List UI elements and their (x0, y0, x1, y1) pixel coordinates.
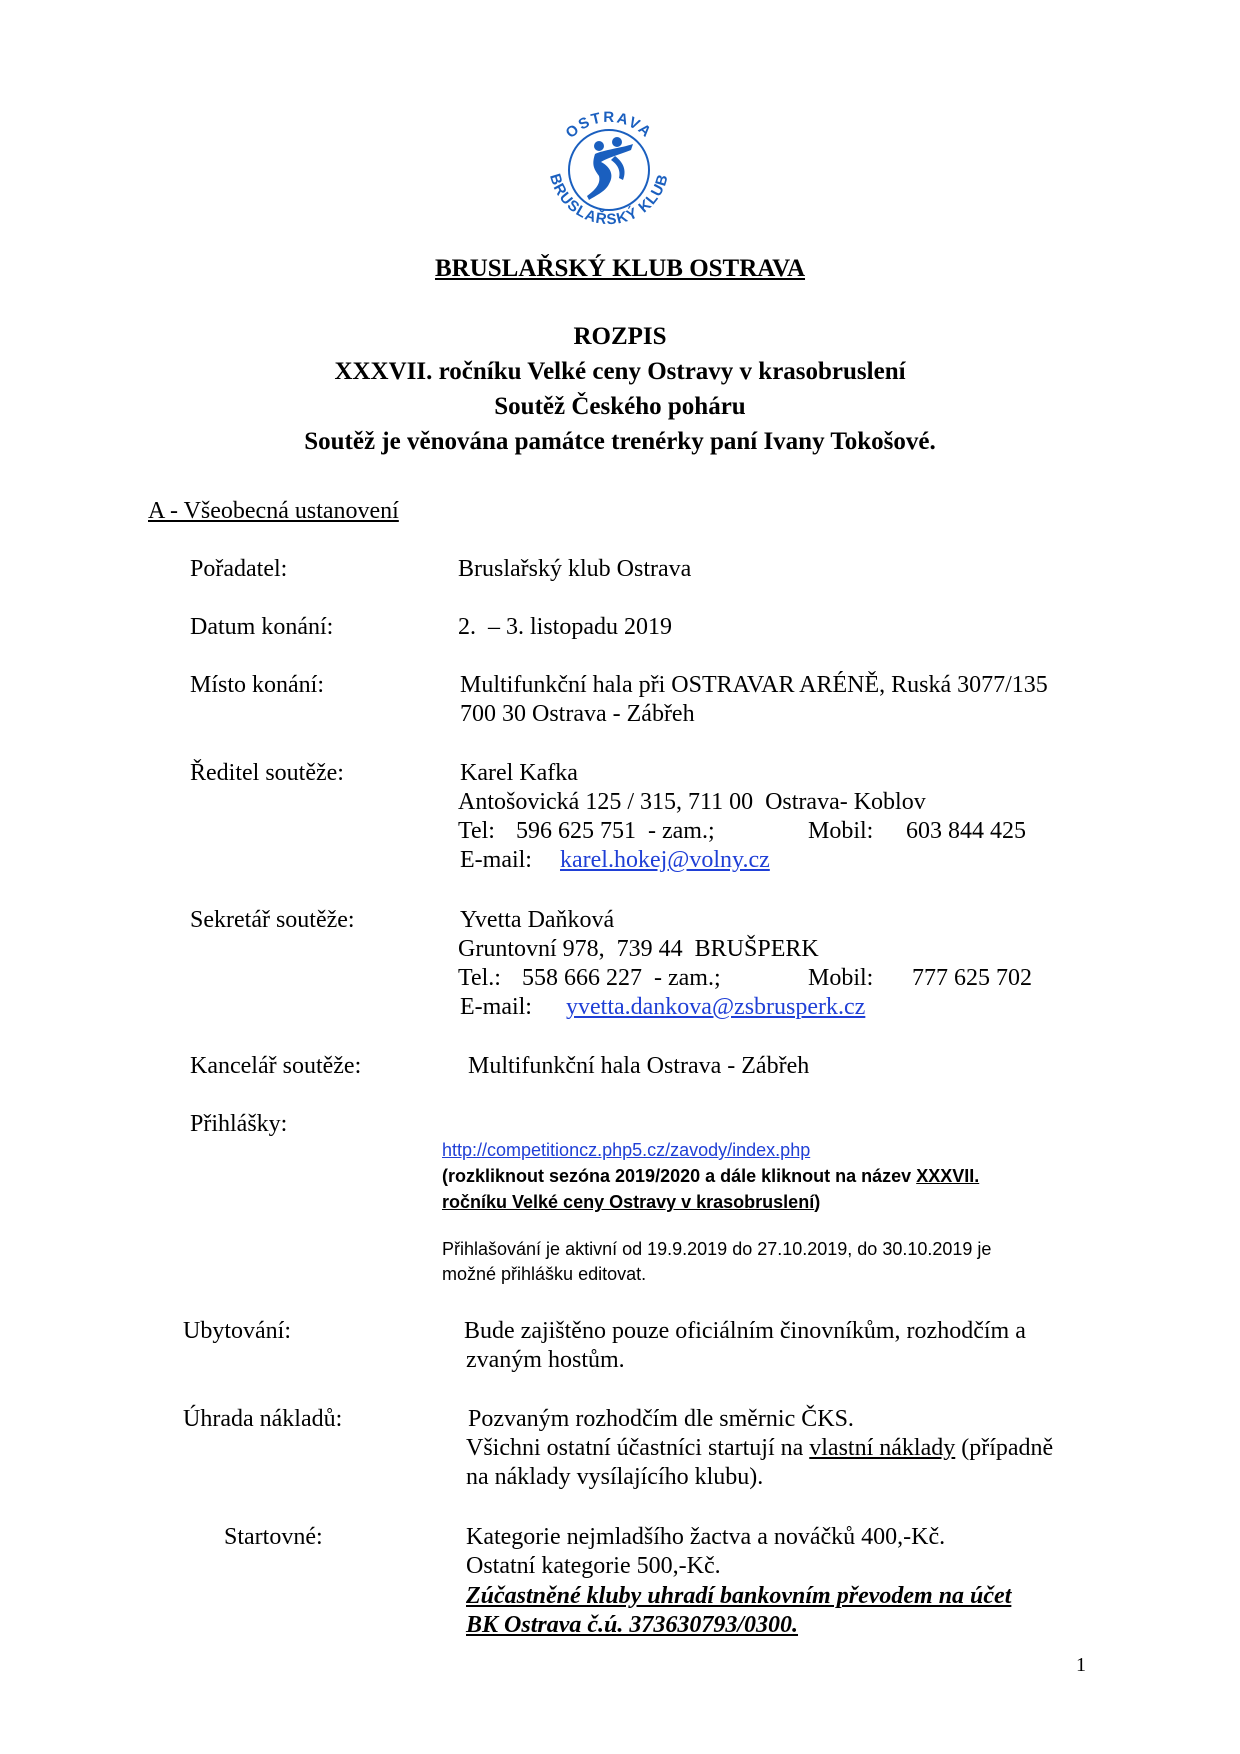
costs-line-1: Pozvaným rozhodčím dle směrnic ČKS. (468, 1406, 854, 1432)
director-address: Antošovická 125 / 315, 711 00 Ostrava- Koblov (458, 789, 926, 815)
logo-top-text: OSTRAVA (562, 108, 656, 142)
secretary-tel: 558 666 227 - zam.; (522, 965, 721, 991)
director-email-link[interactable]: karel.hokej@volny.cz (560, 847, 770, 873)
svg-text:OSTRAVA (562, 109, 655, 142)
costs-line-2b: vlastní náklady (809, 1435, 956, 1461)
registration-note-2a: ročníku Velké ceny Ostravy v krasobruslení (442, 1192, 815, 1212)
secretary-tel-label: Tel.: (458, 965, 501, 991)
secretary-mobil: 777 625 702 (912, 965, 1032, 991)
organizer-value: Bruslařský klub Ostrava (458, 556, 692, 582)
costs-line-2 (466, 1435, 1053, 1462)
director-mobil-label: Mobil: (808, 818, 874, 844)
entry-fee-line-4: BK Ostrava č.ú. 373630793/0300. (466, 1612, 799, 1638)
organizer-label: Pořadatel: (190, 556, 288, 582)
director-tel-label: Tel: (458, 818, 495, 844)
accommodation-line-2: zvaným hostům. (466, 1347, 625, 1373)
costs-line-2c: (případně (955, 1435, 1054, 1461)
entry-fee-line-2: Ostatní kategorie 500,-Kč. (466, 1553, 721, 1579)
accommodation-label: Ubytování: (183, 1318, 291, 1344)
club-name: BRUSLAŘSKÝ KLUB OSTRAVA (434, 255, 806, 282)
director-tel: 596 625 751 - zam.; (516, 818, 715, 844)
secretary-email-label: E-mail: (460, 994, 532, 1020)
director-mobil: 603 844 425 (906, 818, 1026, 844)
secretary-mobil-label: Mobil: (808, 965, 874, 991)
registration-active-line-2: možné přihlášku editovat. (442, 1264, 647, 1284)
registration-note-2b: ) (814, 1192, 821, 1212)
registration-active-line-1: Přihlašování je aktivní od 19.9.2019 do 27.10.2019, do 30.10.2019 je (442, 1239, 992, 1259)
date-label: Datum konání: (190, 614, 334, 640)
logo-emblem (535, 100, 683, 240)
director-name: Karel Kafka (460, 760, 578, 786)
secretary-email-link[interactable]: yvetta.dankova@zsbrusperk.cz (566, 994, 866, 1020)
registration-note-1b: XXXVII. (916, 1166, 980, 1186)
club-logo (535, 100, 683, 240)
entry-fee-line-1: Kategorie nejmladšího žactva a nováčků 400,-Kč. (466, 1524, 946, 1550)
director-email-label: E-mail: (460, 847, 532, 873)
entry-fee-line-3: Zúčastněné kluby uhradí bankovním převodem na účet (466, 1583, 1012, 1609)
venue-line-1: Multifunkční hala při OSTRAVAR ARÉNĚ, Ruská 3077/135 (460, 672, 1048, 698)
page-number: 1 (1076, 1654, 1086, 1676)
logo-bottom-text: BRUSLAŘSKÝ KLUB (545, 171, 673, 229)
date-value: 2. – 3. listopadu 2019 (458, 614, 672, 640)
secretary-label: Sekretář soutěže: (190, 907, 355, 933)
office-value: Multifunkční hala Ostrava - Zábřeh (468, 1053, 810, 1079)
dedication: Soutěž je věnována památce trenérky paní Ivany Tokošové. (304, 428, 936, 455)
entry-fee-label: Startovné: (224, 1524, 323, 1550)
competition-name: XXXVII. ročníku Velké ceny Ostravy v krasobruslení (334, 358, 906, 385)
secretary-name: Yvetta Daňková (460, 907, 615, 933)
venue-line-2: 700 30 Ostrava - Zábřeh (460, 701, 695, 727)
registration-note-line-1 (442, 1166, 979, 1187)
venue-label: Místo konání: (190, 672, 325, 698)
costs-line-3: na náklady vysílajícího klubu). (466, 1464, 764, 1490)
document-title: ROZPIS (573, 323, 667, 350)
accommodation-line-1: Bude zajištěno pouze oficiálním činovníkům, rozhodčím a (464, 1318, 1026, 1344)
office-label: Kancelář soutěže: (190, 1053, 362, 1079)
registration-url-link[interactable]: http://competitioncz.php5.cz/zavody/index.php (442, 1140, 811, 1160)
secretary-address: Gruntovní 978, 739 44 BRUŠPERK (458, 936, 819, 962)
competition-series: Soutěž Českého poháru (494, 393, 746, 420)
director-label: Ředitel soutěže: (190, 760, 344, 786)
registration-note-line-2 (442, 1192, 820, 1213)
registration-note-1a: (rozkliknout sezóna 2019/2020 a dále kliknout na název (442, 1166, 917, 1186)
costs-label: Úhrada nákladů: (183, 1406, 343, 1432)
section-a-heading: A - Všeobecná ustanovení (148, 498, 399, 524)
registration-label: Přihlášky: (190, 1111, 288, 1137)
costs-line-2a: Všichni ostatní účastníci startují na (466, 1435, 810, 1461)
